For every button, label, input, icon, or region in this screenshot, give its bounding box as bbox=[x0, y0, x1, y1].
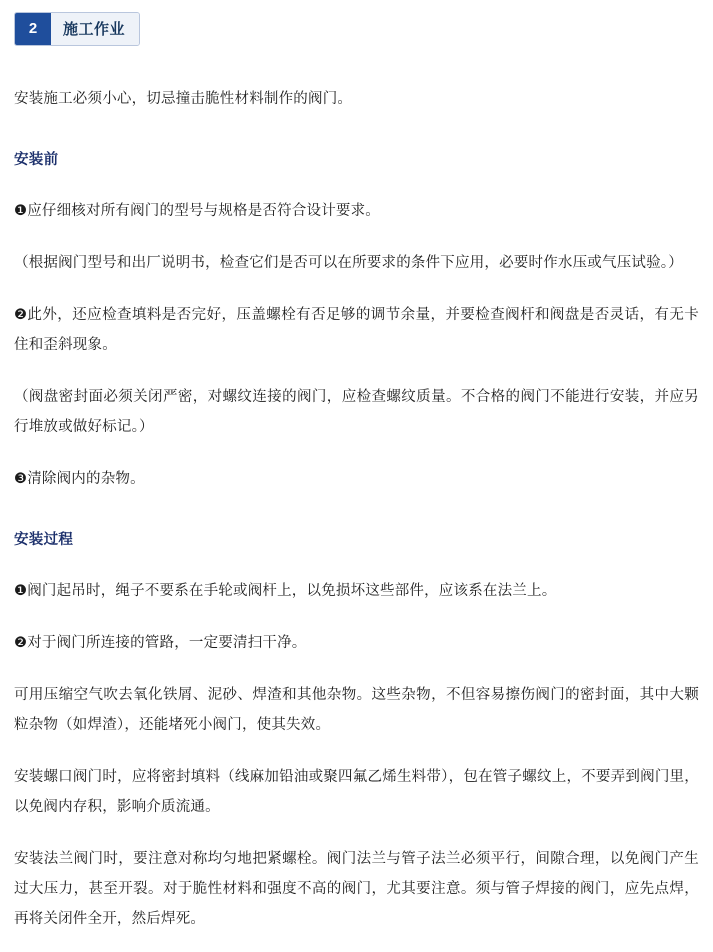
before-item-4: （阀盘密封面必须关闭严密，对螺纹连接的阀门，应检查螺纹质量。不合格的阀门不能进行安装，并应另行堆放或做好标记。） bbox=[14, 389, 699, 435]
process-item-3: 可用压缩空气吹去氧化铁屑、泥砂、焊渣和其他杂物。这些杂物，不但容易擦伤阀门的密封面，其中大颗粒杂物（如焊渣），还能堵死小阀门，使其失效。 bbox=[14, 687, 699, 733]
heading-before-installation: 安装前 bbox=[14, 152, 59, 168]
process-item-5: 安装法兰阀门时，要注意对称均匀地把紧螺栓。阀门法兰与管子法兰必须平行，间隙合理，以免阀门产生过大压力，甚至开裂。对于脆性材料和强度不高的阀门，尤其要注意。须与管子焊接的阀门，应先点焊，再将关闭件全开，然后焊死。 bbox=[14, 851, 699, 927]
section-number: 2 bbox=[15, 13, 51, 45]
before-item-5: ❸清除阀内的杂物。 bbox=[14, 471, 145, 487]
before-item-2: （根据阀门型号和出厂说明书，检查它们是否可以在所要求的条件下应用，必要时作水压或气压试验。） bbox=[14, 255, 683, 271]
section-header-badge bbox=[14, 12, 140, 46]
before-item-3: ❷此外，还应检查填料是否完好，压盖螺栓有否足够的调节余量，并要检查阀杆和阀盘是否灵话，有无卡住和歪斜现象。 bbox=[14, 307, 699, 353]
section-title: 施工作业 bbox=[51, 13, 139, 45]
before-item-1: ❶应仔细核对所有阀门的型号与规格是否符合设计要求。 bbox=[14, 203, 380, 219]
intro-paragraph: 安装施工必须小心，切忌撞击脆性材料制作的阀门。 bbox=[14, 91, 353, 107]
process-item-2: ❷对于阀门所连接的管路，一定要清扫干净。 bbox=[14, 635, 307, 651]
process-item-1: ❶阀门起吊时，绳子不要系在手轮或阀杆上，以免损坏这些部件，应该系在法兰上。 bbox=[14, 583, 557, 599]
heading-installation-process: 安装过程 bbox=[14, 532, 74, 548]
process-item-4: 安装螺口阀门时，应将密封填料（线麻加铅油或聚四氟乙烯生料带），包在管子螺纹上，不要弄到阀门里，以免阀内存积，影响介质流通。 bbox=[14, 769, 699, 815]
